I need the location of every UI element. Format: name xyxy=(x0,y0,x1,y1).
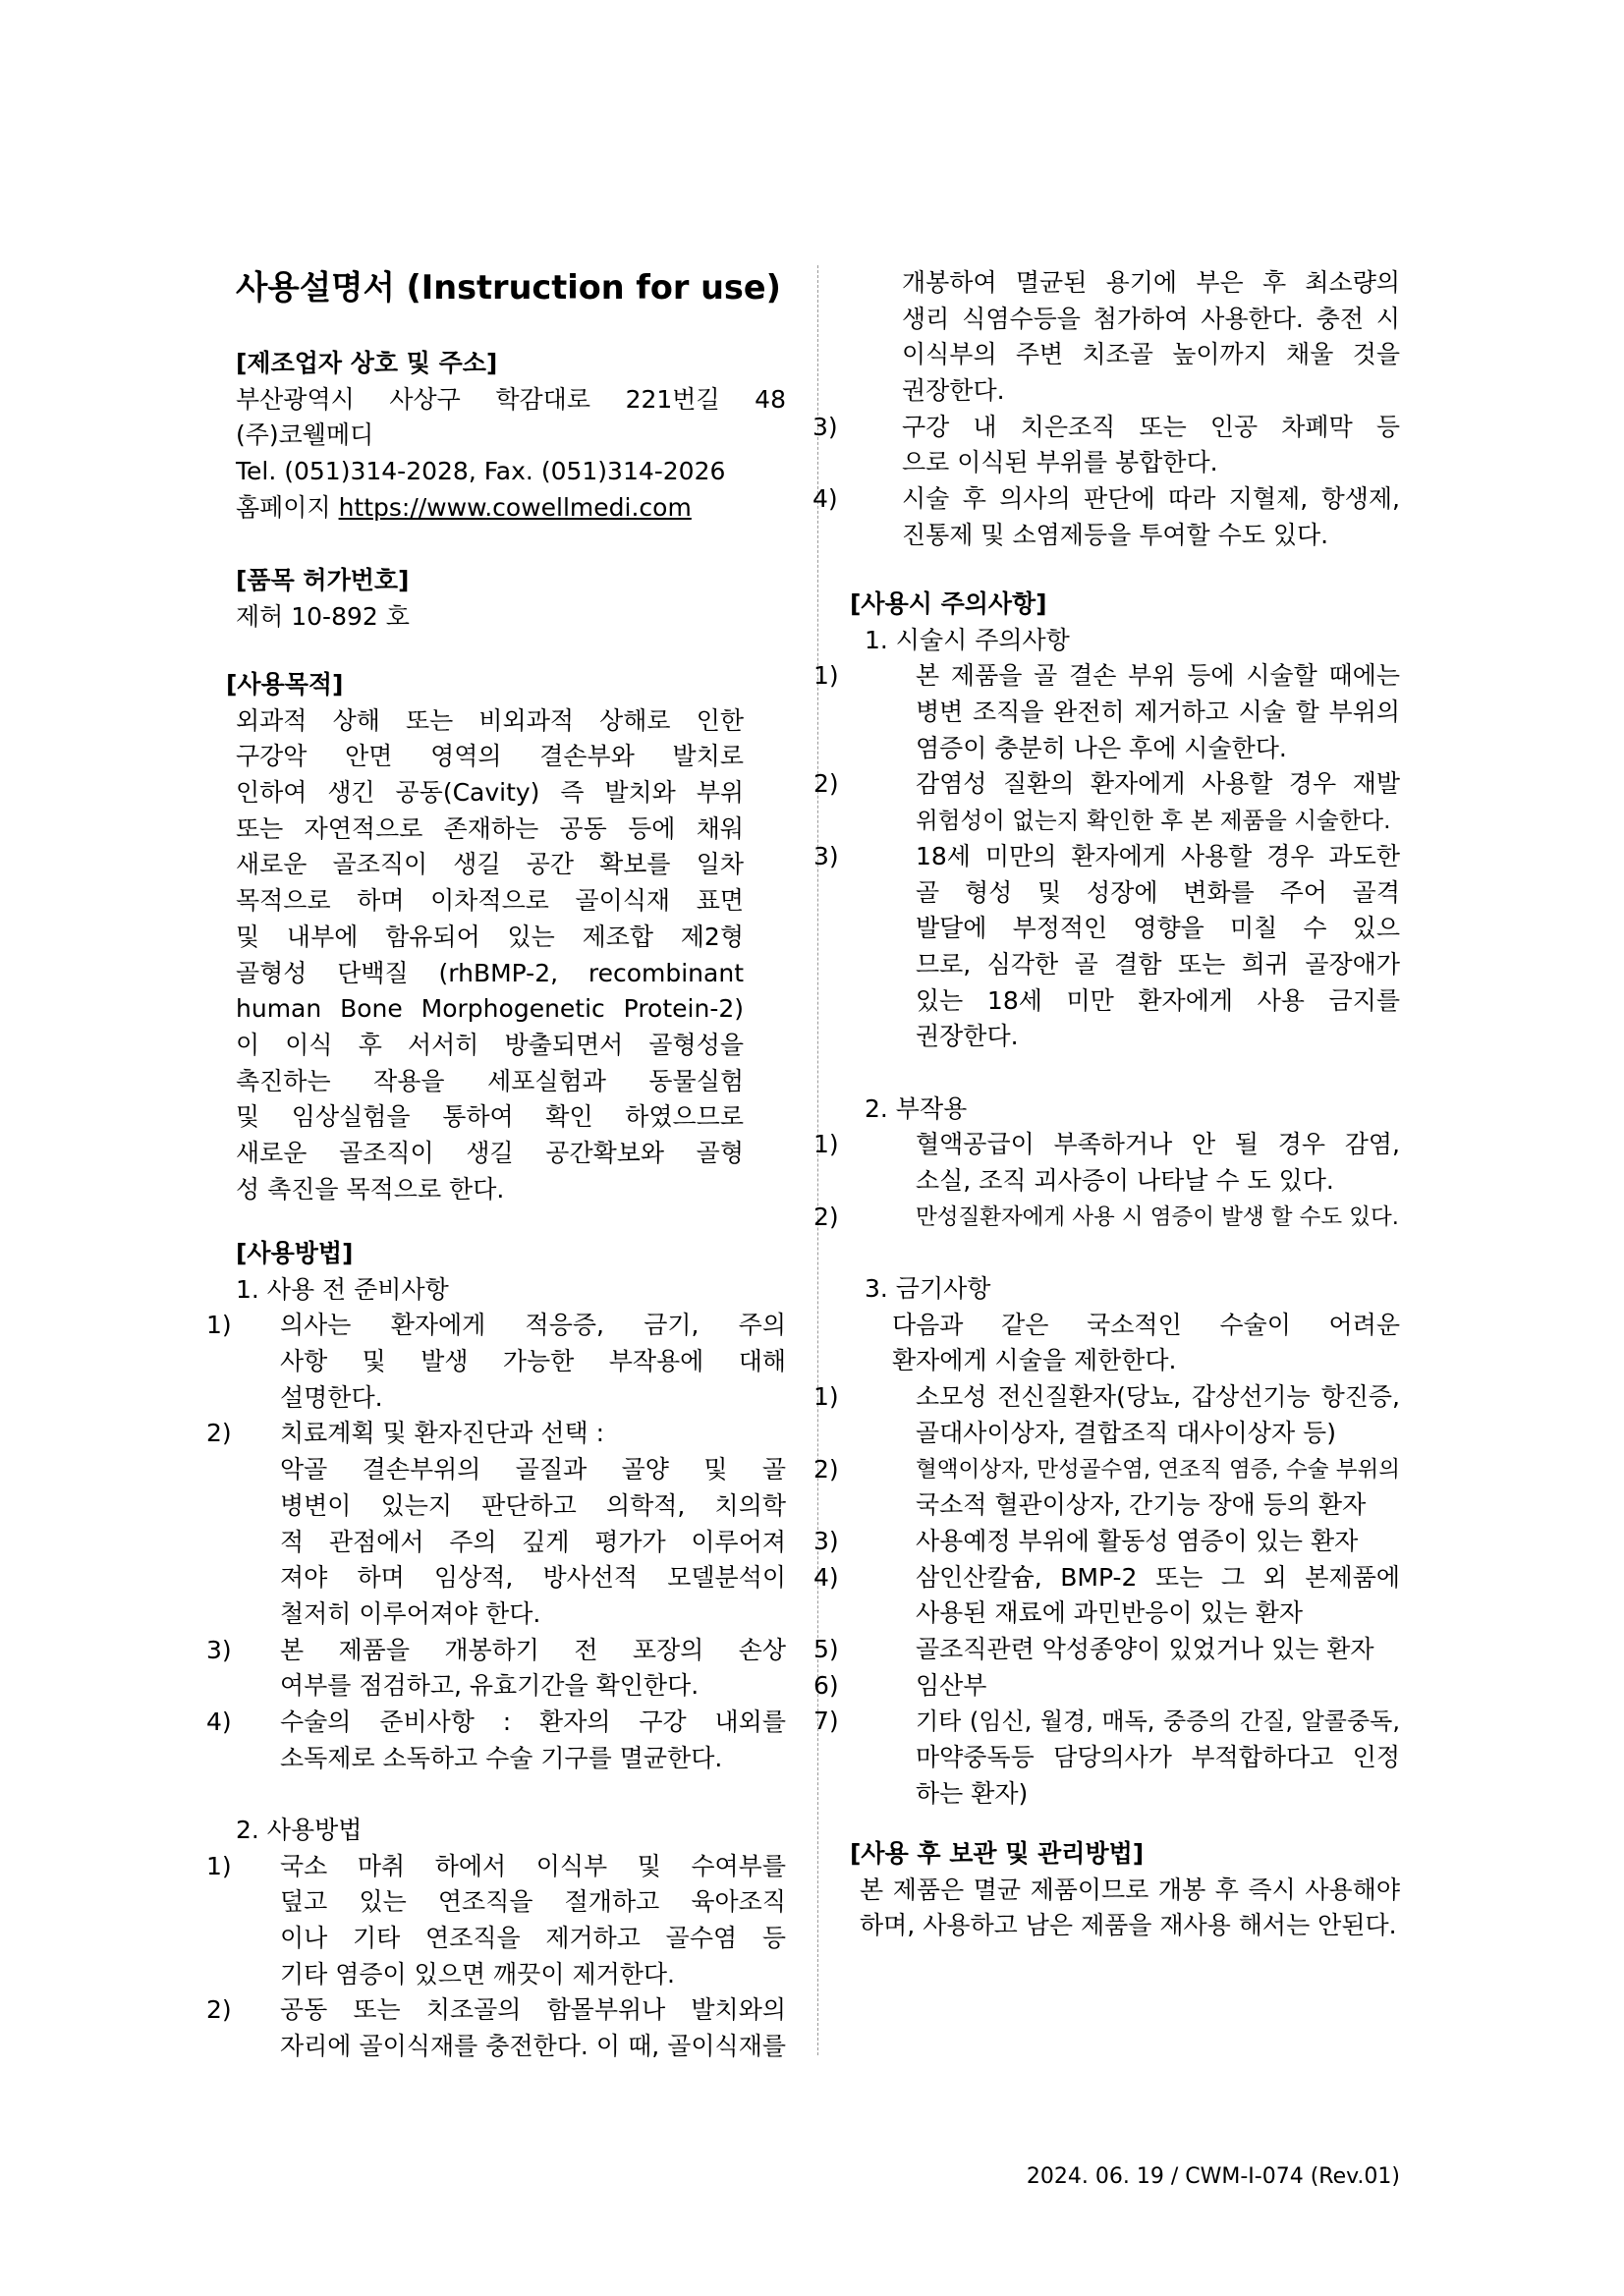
subsection-title: 3. 금기사항 xyxy=(865,1274,991,1304)
text-line: 진통제 및 소염제등을 투여할 수도 있다. xyxy=(902,520,1329,549)
manufacturer-heading: [제조업자 상호 및 주소] xyxy=(236,349,498,377)
text-line: 새로운 골조직이 생길 공간확보와 골형 xyxy=(236,1138,744,1167)
list-item xyxy=(813,1200,1400,1236)
item-number: 5) xyxy=(813,1634,839,1663)
text-line: 사항 및 발생 가능한 부작용에 대해 xyxy=(280,1347,786,1376)
text-line: 임산부 xyxy=(916,1670,987,1700)
text-line: 병변이 있는지 판단하고 의학적, 치의학 xyxy=(280,1490,786,1520)
list-item xyxy=(206,1416,786,1632)
text-line: 생리 식염수등을 첨가하여 사용한다. 충전 시 xyxy=(902,304,1400,333)
text-line: 구강 내 치은조직 또는 인공 차폐막 등 xyxy=(902,412,1400,441)
precautions-section xyxy=(813,587,1400,1812)
text-line: 새로운 골조직이 생길 공간 확보를 일차 xyxy=(236,850,744,879)
manufacturer-company: (주)코웰메디 xyxy=(236,420,374,450)
text-line: 다음과 같은 국소적인 수술이 어려운 xyxy=(892,1310,1400,1339)
purpose-section xyxy=(226,667,744,1207)
list-item xyxy=(206,1633,786,1705)
text-line: 수술의 준비사항 : 환자의 구강 내외를 xyxy=(280,1707,786,1736)
text-line: 덮고 있는 연조직을 절개하고 육아조직 xyxy=(280,1887,786,1917)
text-line: 시술 후 의사의 판단에 따라 지혈제, 항생제, xyxy=(902,484,1400,514)
text-line: 위험성이 없는지 확인한 후 본 제품을 시술한다. xyxy=(916,807,1391,835)
text-line: 병변 조직을 완전히 제거하고 시술 할 부위의 xyxy=(916,698,1400,727)
document-title: 사용설명서 (Instruction for use) xyxy=(236,268,781,307)
text-line: 인하여 생긴 공동(Cavity) 즉 발치와 부위 xyxy=(236,778,744,808)
text-line: 골형성 단백질 (rhBMP-2, recombinant xyxy=(236,958,744,987)
item-number: 3) xyxy=(206,1635,232,1664)
text-line: 자리에 골이식재를 충전한다. 이 때, 골이식재를 xyxy=(280,2032,786,2061)
precautions-heading: [사용시 주의사항] xyxy=(850,589,1047,618)
subsection-title: 1. 사용 전 준비사항 xyxy=(236,1274,449,1304)
text-line: 염증이 충분히 나은 후에 시술한다. xyxy=(916,733,1287,762)
homepage-link[interactable]: https://www.cowellmedi.com xyxy=(338,492,692,522)
text-line: 골 형성 및 성장에 변화를 주어 골격 xyxy=(916,877,1400,907)
text-line: 본 제품을 개봉하기 전 포장의 손상 xyxy=(280,1635,786,1664)
item-number: 7) xyxy=(813,1707,839,1736)
text-line: 삼인산칼슘, BMP-2 또는 그 외 본제품에 xyxy=(916,1562,1400,1592)
list-item xyxy=(206,1308,786,1416)
item-number: 1) xyxy=(813,661,839,691)
text-line: 성 촉진을 목적으로 한다. xyxy=(236,1174,505,1204)
purpose-heading: [사용목적] xyxy=(226,670,344,699)
list-item xyxy=(813,1704,1400,1812)
text-line: 으로 이식된 부위를 봉합한다. xyxy=(902,448,1218,477)
item-number: 1) xyxy=(206,1311,232,1340)
text-line: 소모성 전신질환자(당뇨, 갑상선기능 항진증, xyxy=(916,1382,1400,1412)
text-line: 있는 18세 미만 환자에게 사용 금지를 xyxy=(916,985,1400,1015)
method-section xyxy=(206,1236,786,2065)
list-item-continued xyxy=(850,265,1400,410)
text-line: 외과적 상해 또는 비외과적 상해로 인한 xyxy=(236,705,744,735)
text-line: human Bone Morphogenetic Protein-2) xyxy=(236,994,744,1024)
storage-heading: [사용 후 보관 및 관리방법] xyxy=(850,1839,1145,1868)
list-item xyxy=(813,1524,1400,1560)
text-line: 이나 기타 연조직을 제거하고 골수염 등 xyxy=(280,1924,786,1953)
item-number: 4) xyxy=(812,484,838,514)
text-line: 국소 마취 하에서 이식부 및 수여부를 xyxy=(280,1851,786,1880)
purpose-body xyxy=(236,703,744,1208)
precautions-body xyxy=(813,623,1400,1813)
text-line: 소실, 조직 괴사증이 나타날 수 도 있다. xyxy=(916,1166,1334,1195)
text-line: 만성질환자에게 사용 시 염증이 발생 할 수도 있다. xyxy=(916,1204,1399,1230)
text-line: 므로, 심각한 골 결함 또는 희귀 골장애가 xyxy=(916,949,1400,979)
text-line: 혈액이상자, 만성골수염, 연조직 염증, 수술 부위의 xyxy=(916,1456,1400,1483)
text-line: 발달에 부정적인 영향을 미칠 수 있으 xyxy=(916,914,1400,943)
text-line: 구강악 안면 영역의 결손부와 발치로 xyxy=(236,742,744,771)
text-line: 환자에게 시술을 제한한다. xyxy=(892,1346,1177,1375)
text-line: 권장한다. xyxy=(916,1022,1019,1051)
text-line: 18세 미만의 환자에게 사용할 경우 과도한 xyxy=(916,841,1400,870)
text-line: 혈액공급이 부족하거나 안 될 경우 감염, xyxy=(916,1130,1400,1159)
text-line: 권장한다. xyxy=(902,376,1005,406)
text-line: 이식부의 주변 치조골 높이까지 채울 것을 xyxy=(902,340,1400,369)
text-line: 골대사이상자, 결합조직 대사이상자 등) xyxy=(916,1418,1336,1447)
permit-section xyxy=(236,563,786,635)
subsection-title: 2. 사용방법 xyxy=(236,1816,363,1844)
subsection-title: 1. 시술시 주의사항 xyxy=(865,625,1070,654)
text-line: 의사는 환자에게 적응증, 금기, 주의 xyxy=(280,1311,786,1340)
permit-heading: [품목 허가번호] xyxy=(236,566,410,594)
list-item xyxy=(206,1849,786,1993)
subsection-intro xyxy=(850,1308,1400,1379)
text-line: 철저히 이루어져야 한다. xyxy=(280,1598,541,1628)
manufacturer-address: 부산광역시 사상구 학감대로 221번길 48 xyxy=(236,384,786,414)
item-number: 1) xyxy=(813,1382,839,1412)
list-item xyxy=(812,481,1400,553)
list-item xyxy=(813,1127,1400,1199)
list-item xyxy=(813,658,1400,766)
list-item xyxy=(813,1668,1400,1705)
spacer xyxy=(850,1055,1400,1092)
list-item xyxy=(813,1452,1400,1524)
list-item xyxy=(206,1705,786,1776)
item-number: 1) xyxy=(813,1130,839,1159)
text-line: 져야 하며 임상적, 방사선적 모델분석이 xyxy=(280,1563,786,1593)
item-number: 2) xyxy=(206,1995,232,2025)
method-heading: [사용방법] xyxy=(236,1239,354,1267)
text-line: 소독제로 소독하고 수술 기구를 멸균한다. xyxy=(280,1743,723,1772)
manufacturer-homepage xyxy=(236,490,786,527)
text-line: 목적으로 하며 이차적으로 골이식재 표면 xyxy=(236,886,744,916)
text-line: 공동 또는 치조골의 함몰부위나 발치와의 xyxy=(280,1995,786,2025)
permit-number: 제허 10-892 호 xyxy=(236,601,410,631)
document-footer: 2024. 06. 19 / CWM-I-074 (Rev.01) xyxy=(1026,2164,1400,2189)
manufacturer-contact: Tel. (051)314-2028, Fax. (051)314-2026 xyxy=(236,457,726,486)
item-number: 6) xyxy=(813,1670,839,1700)
text-line: 및 임상실험을 통하여 확인 하였으므로 xyxy=(236,1102,744,1132)
list-item xyxy=(813,766,1400,838)
text-line: 촉진하는 작용을 세포실험과 동물실험 xyxy=(236,1066,744,1095)
text-line: 사용된 재료에 과민반응이 있는 환자 xyxy=(916,1598,1304,1628)
item-number: 2) xyxy=(206,1419,232,1448)
item-number: 3) xyxy=(813,841,839,870)
text-line: 또는 자연적으로 존재하는 공동 등에 채워 xyxy=(236,813,744,843)
method-body xyxy=(206,1272,786,2065)
text-line: 마약중독등 담당의사가 부적합하다고 인정 xyxy=(916,1743,1400,1771)
text-line: 치료계획 및 환자진단과 선택 : xyxy=(280,1419,605,1448)
text-line: 및 내부에 함유되어 있는 제조합 제2형 xyxy=(236,922,744,951)
item-number: 3) xyxy=(812,412,838,441)
text-line: 본 제품을 골 결손 부위 등에 시술할 때에는 xyxy=(916,661,1400,691)
item-number: 2) xyxy=(813,1454,839,1484)
list-item xyxy=(813,839,1400,1055)
text-line: 악골 결손부위의 골질과 골양 및 골 xyxy=(280,1455,786,1484)
text-line: 감염성 질환의 환자에게 사용할 경우 재발 xyxy=(916,769,1400,799)
text-line: 국소적 혈관이상자, 간기능 장애 등의 환자 xyxy=(916,1490,1367,1520)
text-line: 기타 염증이 있으면 깨끗이 제거한다. xyxy=(280,1959,675,1988)
text-line: 여부를 점검하고, 유효기간을 확인한다. xyxy=(280,1671,700,1701)
text-line: 하며, 사용하고 남은 제품을 재사용 해서는 안된다. xyxy=(860,1911,1397,1940)
text-line: 개봉하여 멸균된 용기에 부은 후 최소량의 xyxy=(902,268,1400,297)
list-item xyxy=(812,410,1400,481)
item-number: 1) xyxy=(206,1851,232,1880)
storage-section xyxy=(850,1836,1400,1944)
text-line: 하는 환자) xyxy=(916,1778,1029,1808)
subsection-title: 2. 부작용 xyxy=(865,1093,968,1123)
list-item xyxy=(813,1632,1400,1668)
text-line: 기타 (임신, 월경, 매독, 중증의 간질, 알콜중독, xyxy=(916,1708,1400,1736)
method-continued xyxy=(812,265,1400,554)
spacer xyxy=(236,1776,786,1813)
homepage-label: 홈페이지 xyxy=(236,492,331,522)
item-number: 3) xyxy=(813,1526,839,1555)
text-line: 본 제품은 멸균 제품이므로 개봉 후 즉시 사용해야 xyxy=(860,1875,1400,1904)
manufacturer-section xyxy=(236,346,786,526)
item-number: 4) xyxy=(813,1562,839,1592)
spacer xyxy=(850,1235,1400,1271)
item-number: 2) xyxy=(813,769,839,799)
text-line: 이 이식 후 서서히 방출되면서 골형성을 xyxy=(236,1030,744,1059)
text-line: 사용예정 부위에 활동성 염증이 있는 환자 xyxy=(916,1526,1359,1555)
text-line: 설명한다. xyxy=(280,1382,383,1412)
text-line: 골조직관련 악성종양이 있었거나 있는 환자 xyxy=(916,1634,1374,1663)
item-number: 4) xyxy=(206,1707,232,1736)
item-number: 2) xyxy=(813,1202,839,1231)
list-item xyxy=(813,1379,1400,1451)
list-item xyxy=(206,1992,786,2064)
text-line: 적 관점에서 주의 깊게 평가가 이루어져 xyxy=(280,1527,786,1556)
list-item xyxy=(813,1560,1400,1632)
storage-body xyxy=(860,1873,1400,1944)
